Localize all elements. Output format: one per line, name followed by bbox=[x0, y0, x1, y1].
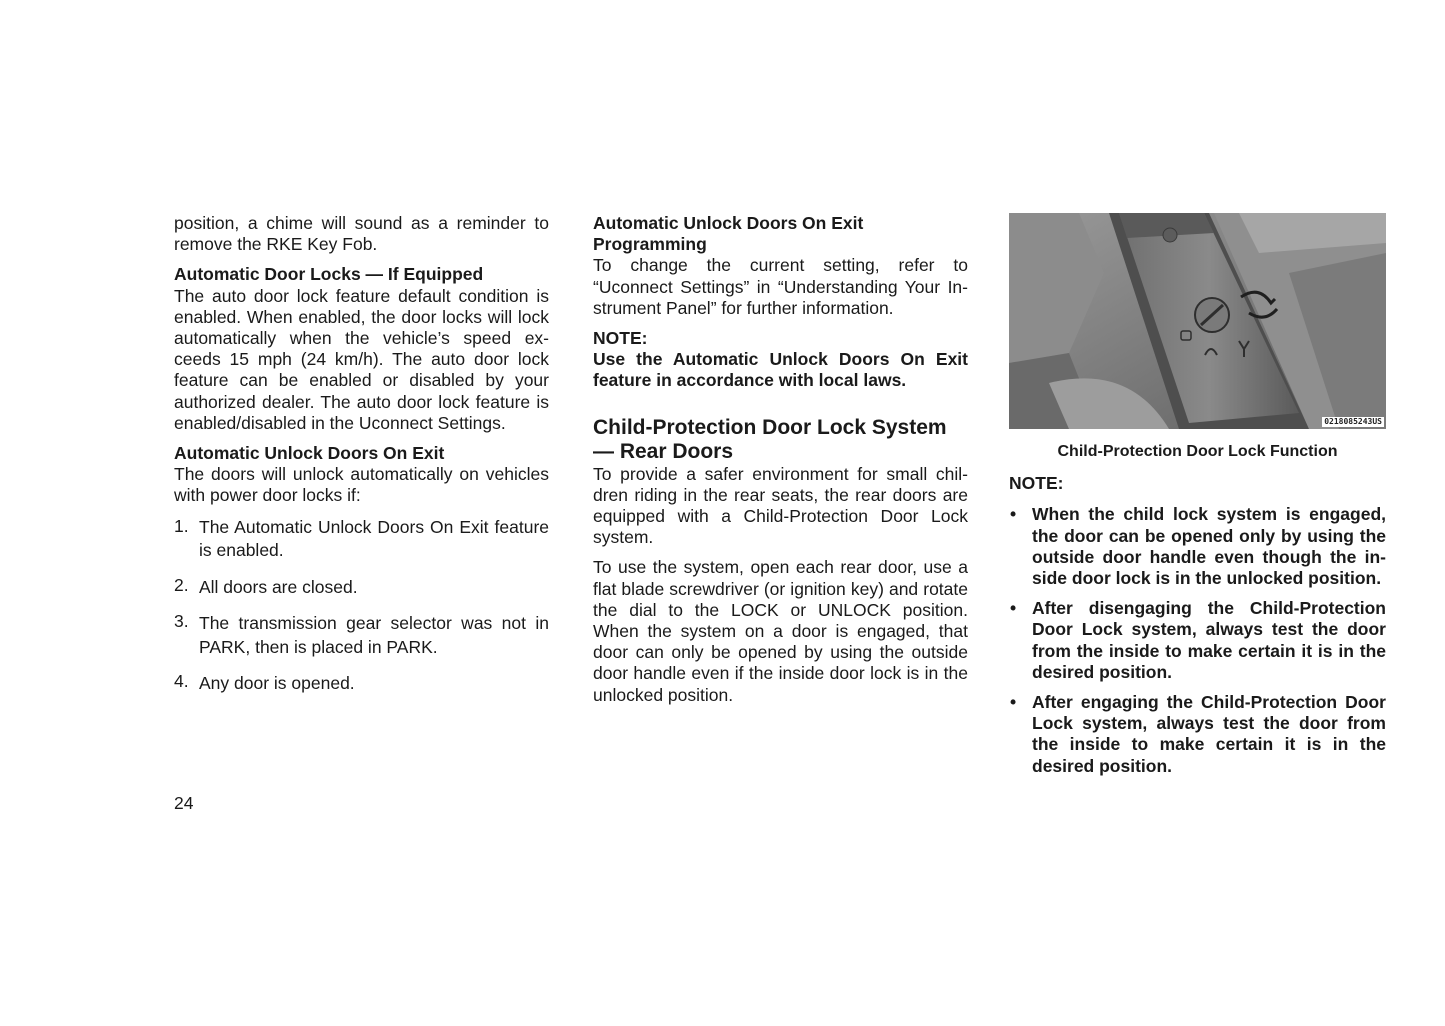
list-item: • After engaging the Child-Protection Door Lock system, always test the door from the inside to make certain it is in the desired position. bbox=[1010, 692, 1386, 776]
page-number: 24 bbox=[174, 793, 194, 813]
unlock-conditions-list bbox=[174, 516, 549, 695]
bullet-icon: • bbox=[1010, 504, 1017, 525]
section-title-line-1: Child-Protection Door Lock System bbox=[593, 415, 947, 439]
unlock-on-exit-paragraph: The doors will unlock automatically on vehicles with power door locks if: bbox=[174, 464, 549, 506]
note-bullet-list bbox=[1009, 504, 1386, 776]
figure-id-label: 0218085243US bbox=[1324, 417, 1382, 426]
list-item: 3. The transmission gear selector was not in PARK, then is placed in PARK. bbox=[174, 610, 549, 657]
right-column bbox=[1009, 213, 1386, 786]
section-title bbox=[593, 416, 968, 464]
note-label: NOTE: bbox=[593, 328, 648, 349]
door-lock-illustration bbox=[1009, 213, 1386, 429]
note-paragraph: Use the Automatic Unlock Doors On Exit feature in accordance with local laws. bbox=[593, 349, 968, 391]
child-lock-figure bbox=[1009, 213, 1386, 429]
note-label: NOTE: bbox=[1009, 473, 1064, 494]
programming-heading-line-1: Automatic Unlock Doors On Exit bbox=[593, 213, 864, 233]
bullet-icon: • bbox=[1010, 598, 1017, 619]
list-item: 1. The Automatic Unlock Doors On Exit feature is enabled. bbox=[174, 515, 549, 561]
list-item: 4. Any door is opened. bbox=[174, 670, 355, 693]
list-item: 2. All doors are closed. bbox=[174, 574, 358, 597]
child-lock-paragraph-1: To provide a safer environment for small chil-dren riding in the rear seats, the rear doors are equipped with a Child-Protection Door Lock system. bbox=[593, 463, 968, 548]
bullet-icon: • bbox=[1010, 692, 1017, 713]
list-item: • After disengaging the Child-Protection Door Lock system, always test the door from the inside to make certain it is in the desired position. bbox=[1010, 598, 1386, 682]
list-item: • When the child lock system is engaged, the door can be opened only by using the outside door handle even though the in-side door lock is in the unlocked position. bbox=[1010, 504, 1386, 589]
middle-column bbox=[593, 213, 968, 706]
left-column bbox=[174, 213, 549, 707]
section-title-line-2: — Rear Doors bbox=[593, 439, 734, 463]
figure-caption: Child-Protection Door Lock Function bbox=[1057, 443, 1338, 460]
unlock-on-exit-heading: Automatic Unlock Doors On Exit bbox=[174, 443, 445, 464]
intro-paragraph: position, a chime will sound as a reminder to remove the RKE Key Fob. bbox=[174, 213, 549, 255]
auto-door-locks-paragraph: The auto door lock feature default condition is enabled. When enabled, the door locks will lock automatically when the vehicle’s speed ex-ceeds 15 mph (24 km/h). The auto door lock feature can be enabled or disabled by your authorized dealer. The auto door lock feature is enabled/disabled in the Uconnect Settings. bbox=[174, 285, 549, 433]
auto-door-locks-heading: Automatic Door Locks — If Equipped bbox=[174, 264, 484, 285]
programming-heading-line-2: Programming bbox=[593, 234, 707, 255]
child-lock-paragraph-2: To use the system, open each rear door, use a flat blade screwdriver (or ignition key) and rotate the dial to the LOCK or UNLOCK position. When the system on a door is engaged, that door can only be opened by using the outside door handle even if the inside door lock is in the unlocked position. bbox=[593, 557, 968, 705]
programming-paragraph: To change the current setting, refer to “Uconnect Settings” in “Understanding Your In-strument Panel” for further information. bbox=[593, 255, 968, 318]
